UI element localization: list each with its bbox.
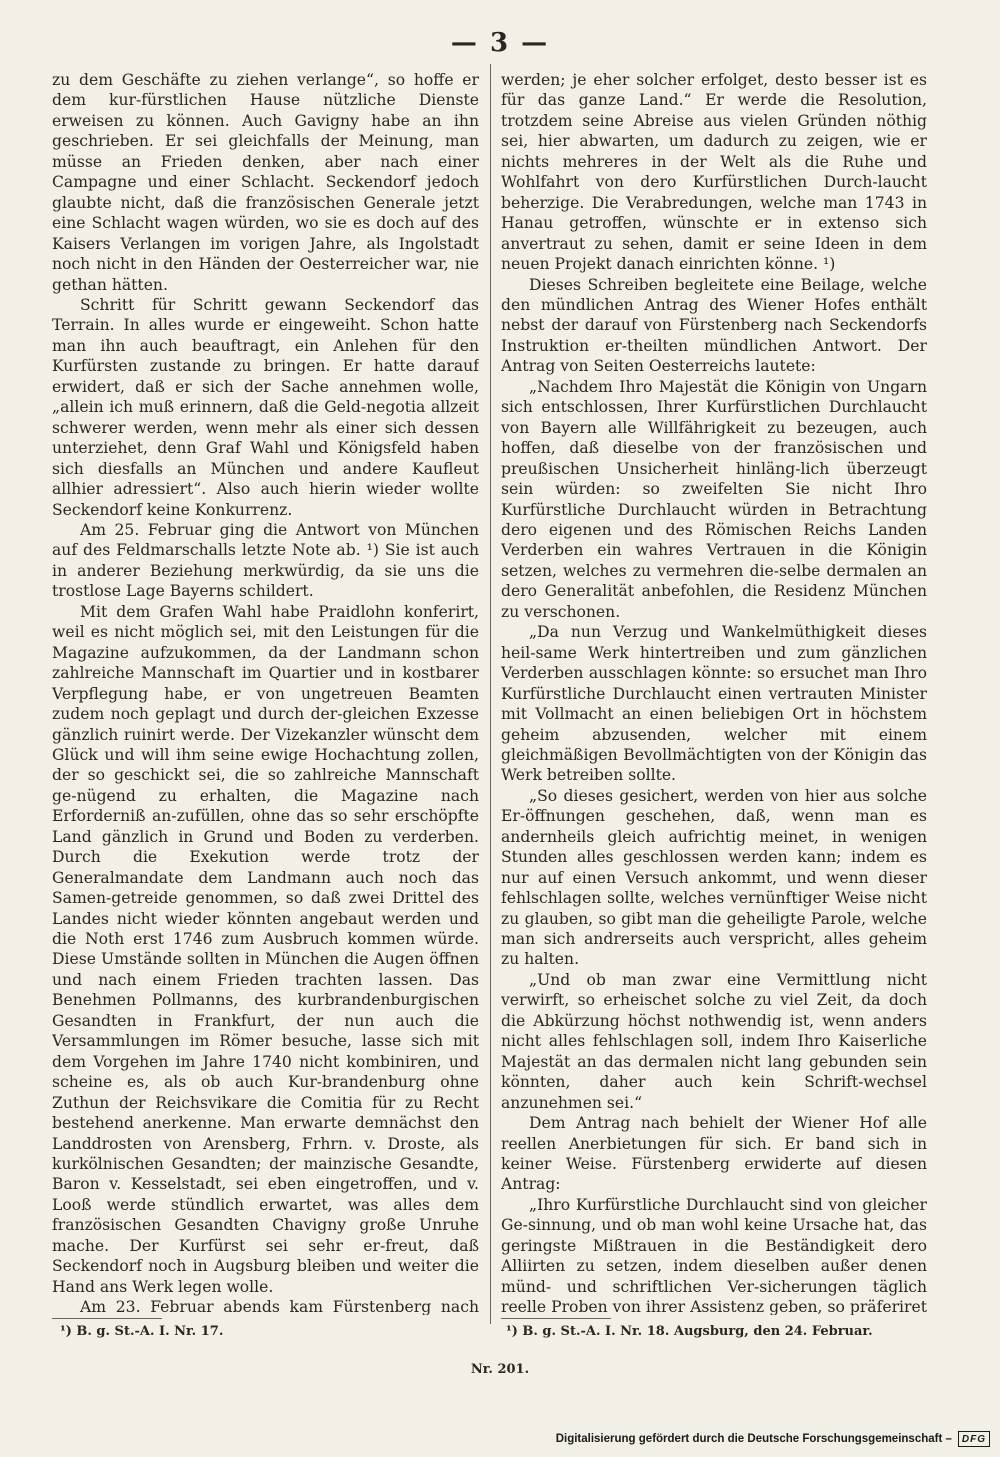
- paragraph: werden; je eher solcher erfolget, desto besser ist es für das ganze Land.“ Er werde die Resolution, trotzdem seine Abreise aus vielen Gründen nöthig sei, hier abwarten, um dadurch zu zeigen, wie er nichts mehreres in der Welt als die Ruhe und Wohlfahrt von dero Kurfürstlichen Durch-laucht beherzige. Die Verabredungen, welche man 1743 in Hanau getroffen, wünschte er in extenso sich anvertraut zu sehen, damit er seine Ideen in dem neuen Projekt danach einrichten könne. ¹): [501, 71, 927, 274]
- quote-paragraph: „Da nun Verzug und Wankelmüthigkeit dieses heil-same Werk hintertreiben und zum gänzlichen Verderben ausschlagen könnte: so ersuchet man Ihro Kurfürstliche Durchlaucht einen vertrauten Minister mit Vollmacht an einen beliebigen Ort in höchstem geheim abzusenden, welcher mit einem gleichmäßigen Bevollmächtigten von der Königin das Werk betreiben sollte.: [501, 623, 927, 785]
- quote-paragraph: „Nachdem Ihro Majestät die Königin von Ungarn sich entschlossen, Ihrer Kurfürstlichen Durchlaucht von Bayern alle Willfährigkeit zu bezeugen, auch hoffen, daß dieselbe von der französischen und preußischen Unsicherheit hinläng-lich überzeugt sein würden: so zweifelten Sie nicht Ihro Kurfürstliche Durchlaucht würden in Betrachtung dero eigenen und des Römischen Reichs Landen Verderben ein wahres Vertrauen in die Königin setzen, welches zu vermehren die-selbe dermalen an dero Generalität anbefohlen, die Residenz München zu verschonen.: [501, 377, 927, 621]
- column-divider: [490, 64, 491, 1324]
- sheet-signature: Nr. 201.: [470, 1362, 530, 1377]
- paragraph: Dem Antrag nach behielt der Wiener Hof alle reellen Anerbietungen für sich. Er band sich in keiner Weise. Fürstenberg erwiderte auf diesen Antrag:: [501, 1114, 927, 1194]
- left-column: [52, 70, 479, 1315]
- paragraph: Dieses Schreiben begleitete eine Beilage, welche den mündlichen Antrag des Wiener Hofes enthält nebst der darauf von Fürstenberg nach Seckendorfs Instruktion er-theilten mündlichen Antwort. Der Antrag von Seiten Oesterreichs lautete:: [501, 275, 927, 376]
- quote-paragraph: „Und ob man zwar eine Vermittlung nicht verwirft, so erheischet solche zu viel Zeit, da doch die Abkürzung höchst nothwendig ist, wenn anders nicht alles fehlschlagen soll, indem Ihro Kaiserliche Majestät an das dermalen nicht lang gebunden sein könnten, daher auch kein Schrift-wechsel anzunehmen sei.“: [501, 970, 927, 1112]
- page-number: — 3 —: [450, 28, 550, 58]
- paragraph: Am 25. Februar ging die Antwort von München auf des Feldmarschalls letzte Note ab. ¹) Sie ist auch in anderer Beziehung merkwürdig, da sie uns die trostlose Lage Bayerns schildert.: [52, 520, 479, 601]
- paragraph: Am 23. Februar abends kam Fürstenberg nach: [80, 1298, 479, 1315]
- footnote-rule-left: [52, 1318, 162, 1319]
- paragraph: zu dem Geschäfte zu ziehen verlange“, so hoffe er dem kur-fürstlichen Hause nützliche Dienste erweisen zu können. Auch Gavigny habe an ihn geschrieben. Er sei gleichfalls der Meinung, man müsse an Frieden denken, aber nach einer Campagne und einer Schlacht. Seckendorf jedoch glaubte nicht, daß die französischen Generale jetzt eine Schlacht wagen würden, wo sie es doch auf des Kaisers Verlangen im vorigen Jahre, als Ingolstadt noch nicht in den Händen der Oesterreicher war, nie gethan hätten.: [52, 71, 479, 294]
- footnote-rule-right: [501, 1318, 611, 1319]
- footnote-right: ¹) B. g. St.-A. I. Nr. 18. Augsburg, den 24. Februar.: [506, 1324, 873, 1339]
- paragraph: Mit dem Grafen Wahl habe Praidlohn konferirt, weil es nicht möglich sei, mit den Leistungen für die Magazine aufzukommen, da der Landmann schon zahlreiche Mannschaft im Quartier und in kostbarer Verpflegung habe, er von ungetreuen Beamten zudem noch geplagt und durch der-gleichen Exzesse gänzlich ruinirt werde. Der Vizekanzler wünscht dem Glück und will ihm seine ewige Hochachtung zollen, der so geschickt sei, die so zahlreiche Mannschaft ge-nügend zu erhalten, die Magazine nach Erforderniß an-zufüllen, ohne das so sehr erschöpfte Land gänzlich in Grund und Boden zu verderben. Durch die Exekution werde trotz der Generalmandate dem Landmann auch noch das Samen-getreide genommen, so daß zwei Drittel des Landes nicht wieder könnten angebaut werden und die Noth erst 1746 zum Ausbruch kommen würde. Diese Umstände sollten in München die Augen öffnen und nach einem Frieden trachten lassen. Das Benehmen Pollmanns, des kurbrandenburgischen Gesandten in Frankfurt, der nun auch die Versammlungen im Römer besuche, lasse sich mit dem Vorgehen im Jahre 1740 nicht kombiniren, und scheine es, als ob auch Kur-brandenburg ohne Zuthun der Reichsvikare die Comitia für zu Recht bestehend anerkenne. Man erwarte demnächst den Landdrosten von Arensberg, Frhrn. v. Droste, als kurkölnischen Gesandten; der mainzische Gesandte, Baron v. Kesselstadt, sei eben eingetroffen, und v. Looß werde stündlich erwartet, was alles dem französischen Gesandten Chavigny große Unruhe mache. Der Kurfürst sei sehr er-freut, daß Seckendorf noch in Augsburg bleiben und weiter die Hand ans Werk legen wolle.: [52, 602, 479, 1296]
- right-column: [501, 70, 927, 1315]
- quote-paragraph: „So dieses gesichert, werden von hier aus solche Er-öffnungen geschehen, daß, wenn man es andernheils gleich aufrichtig meinet, in wenigen Stunden alles geschlossen werden kann; indem es nur auf einen Versuch ankommt, und wenn dieser fehlschlagen sollte, welches vernünftiger Weise nicht zu glauben, so gibt man die geheiligte Parole, welche man sich andrerseits auch verspricht, alles geheim zu halten.: [501, 786, 927, 969]
- quote-paragraph: „Ihro Kurfürstliche Durchlaucht sind von gleicher Ge-sinnung, und ob man wohl keine Ursache hat, das geringste Mißtrauen in die Beständigkeit dero Alliirten zu setzen, indem dieselben außer denen münd- und schriftlichen Ver-sicherungen täglich reelle Proben von ihrer Assistenz geben, so präferiret: [501, 1195, 927, 1315]
- digitization-credit: [556, 1426, 990, 1452]
- dfg-logo-icon: DFG: [958, 1431, 990, 1447]
- credit-text: Digitalisierung gefördert durch die Deutsche Forschungsgemeinschaft –: [555, 1433, 952, 1445]
- footnote-left: ¹) B. g. St.-A. I. Nr. 17.: [60, 1324, 224, 1339]
- paragraph: Schritt für Schritt gewann Seckendorf das Terrain. In alles wurde er eingeweiht. Schon hatte man ihn auch beauftragt, ein Anlehen für den Kurfürsten zustande zu bringen. Er hatte darauf erwidert, daß er sich der Sache annehmen wolle, „allein ich muß erinnern, daß die Geld-negotia allzeit schwerer werden, wenn mehr als einer sich dessen unterziehet, denn Graf Wahl und Königsfeld haben sich diesfalls an München und andere Kaufleut allhier adressiert“. Also auch hierin wieder wollte Seckendorf keine Konkurrenz.: [52, 295, 479, 519]
